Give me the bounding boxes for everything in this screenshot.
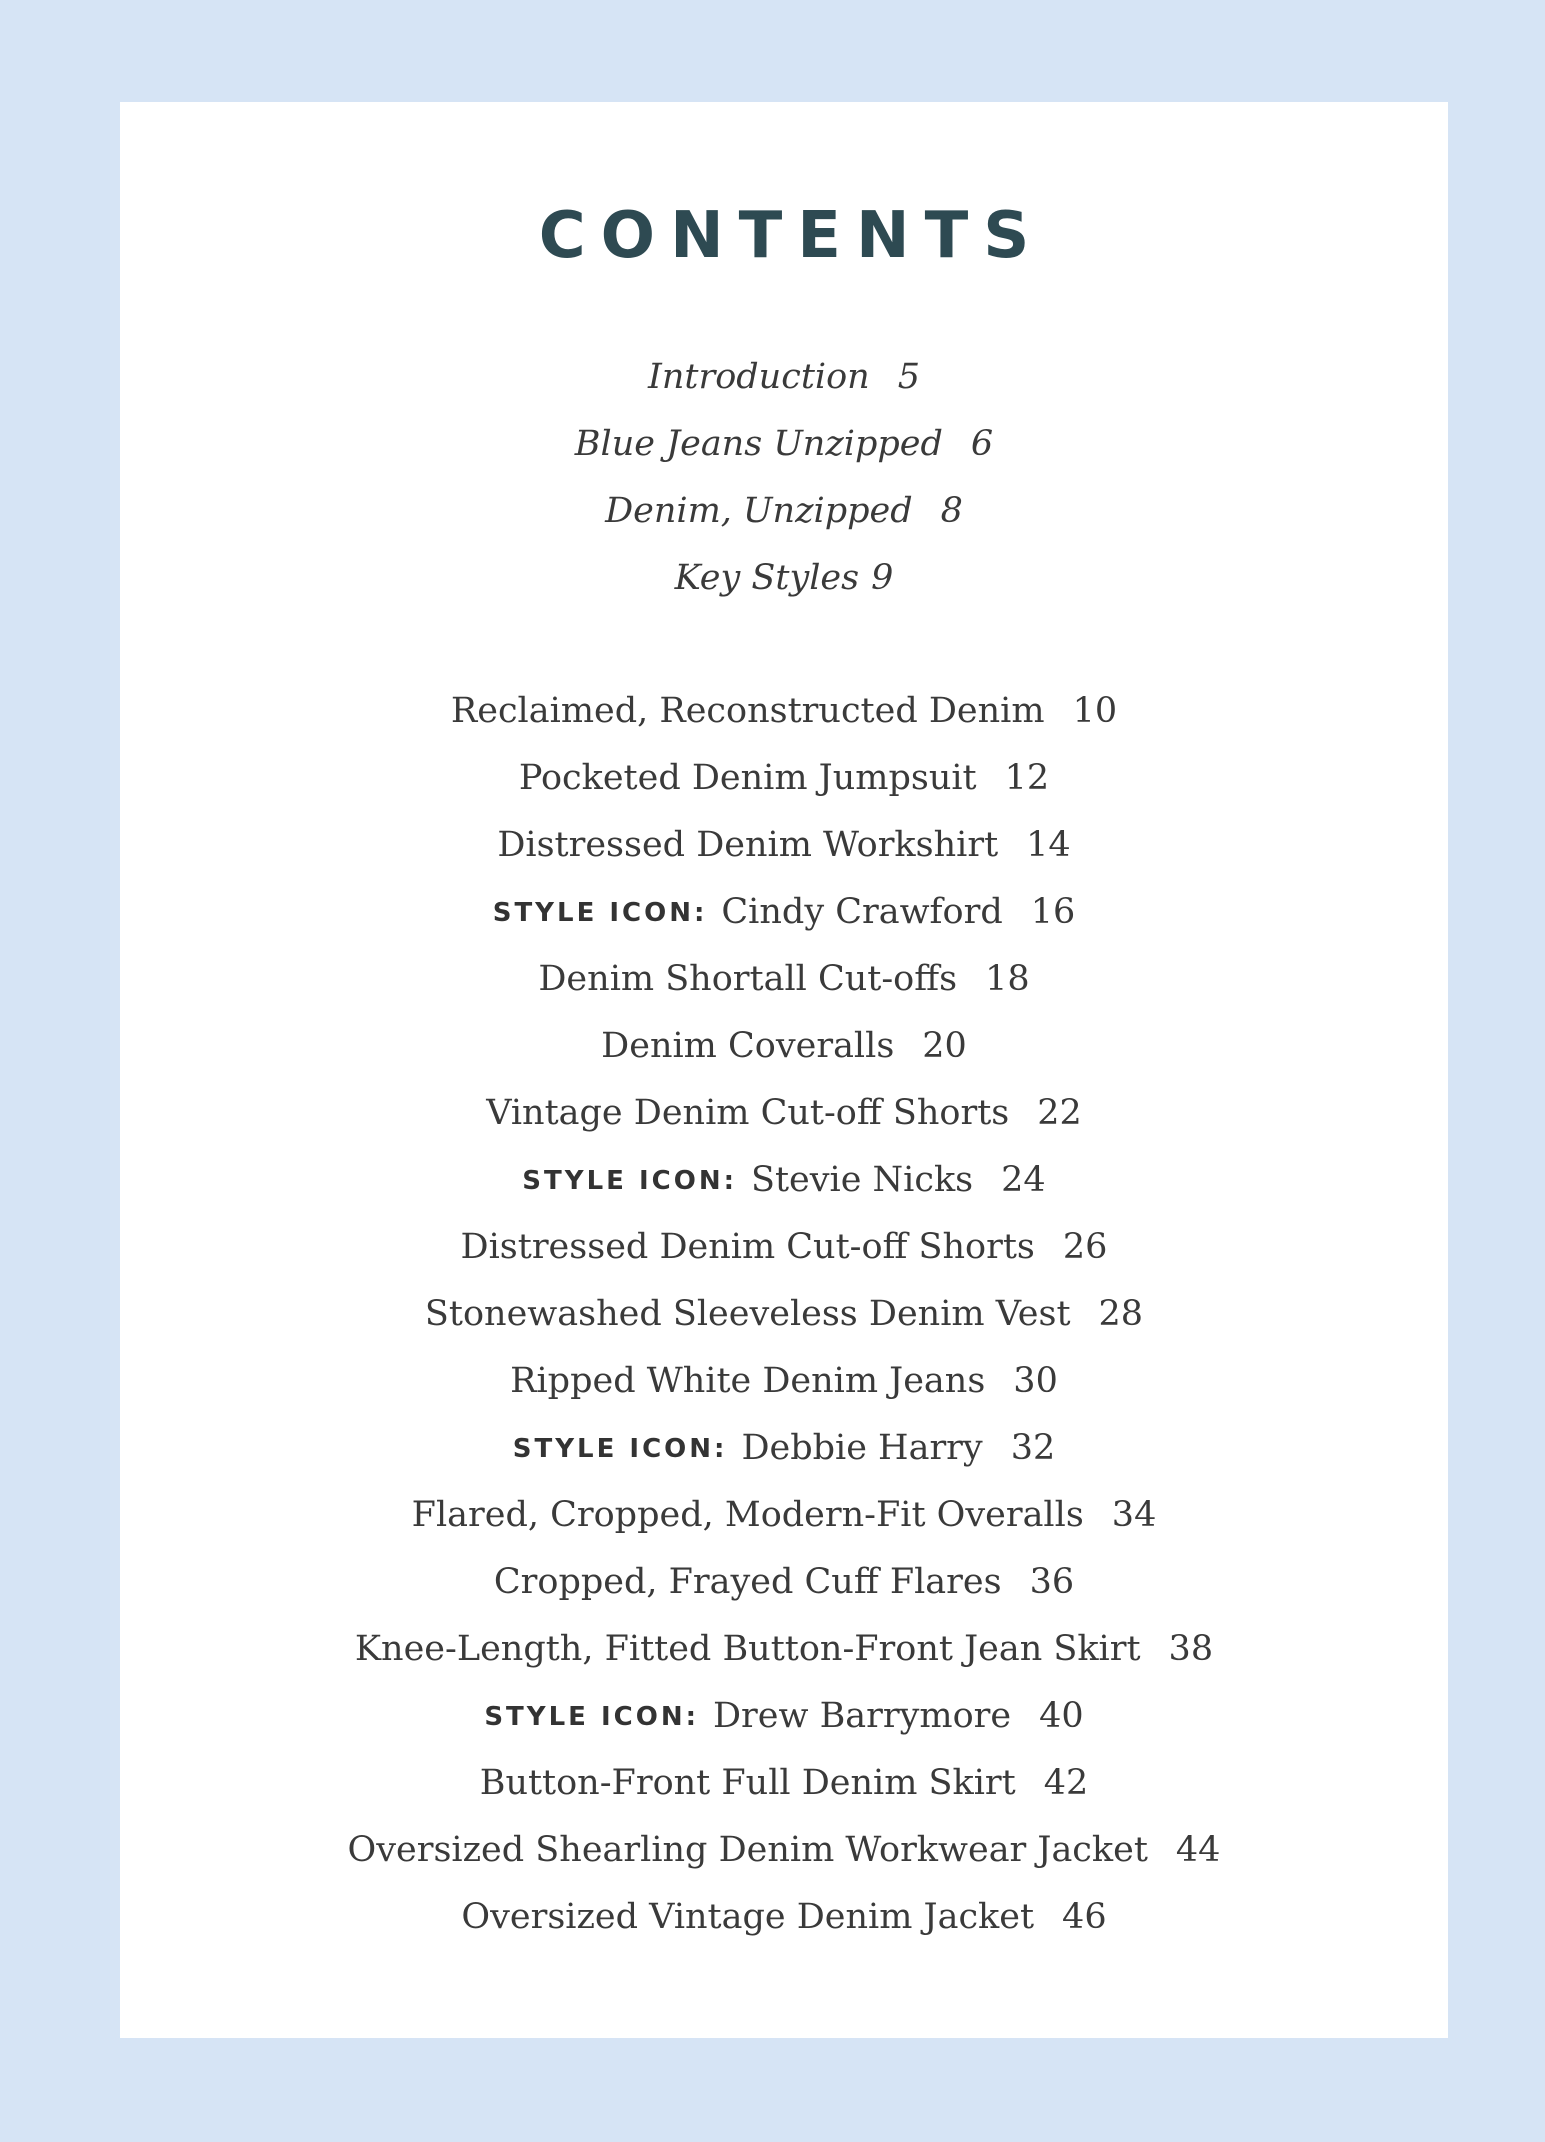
toc-entry-title: Oversized Vintage Denim Jacket — [461, 1897, 1035, 1937]
toc-entry-page: 32 — [1010, 1428, 1056, 1468]
toc-entry — [120, 1013, 1448, 1080]
toc-entry-page: 40 — [1039, 1696, 1084, 1736]
toc-entry-title: Oversized Shearling Denim Workwear Jacket — [347, 1830, 1148, 1870]
front-matter-list — [120, 344, 1448, 612]
toc-entry-title: Button-Front Full Denim Skirt — [479, 1763, 1016, 1803]
toc-entry-title: Denim Shortall Cut-offs — [538, 959, 958, 999]
toc-entry — [120, 1482, 1448, 1549]
style-icon-tag: STYLE ICON: — [512, 1434, 728, 1464]
toc-entry-page: 38 — [1168, 1629, 1214, 1669]
toc-entry — [120, 545, 1448, 612]
style-icon-tag: STYLE ICON: — [492, 898, 708, 928]
style-icon-tag: STYLE ICON: — [484, 1702, 699, 1732]
toc-entry-title: Stonewashed Sleeveless Denim Vest — [424, 1294, 1071, 1334]
toc-entry — [120, 1750, 1448, 1817]
toc-entry — [120, 478, 1448, 545]
toc-entry-title: Flared, Cropped, Modern-Fit Overalls — [411, 1495, 1084, 1535]
toc-entry-page: 36 — [1029, 1562, 1075, 1602]
toc-entry — [120, 1616, 1448, 1683]
toc-entry — [120, 1415, 1448, 1482]
toc-entry — [120, 344, 1448, 411]
style-icon-tag: STYLE ICON: — [522, 1166, 737, 1196]
toc-entry-page: 9 — [871, 558, 894, 598]
toc-entry — [120, 1281, 1448, 1348]
toc-entry-page: 24 — [1001, 1160, 1046, 1200]
toc-entry-title: Cindy Crawford — [721, 892, 1003, 932]
toc-entry-title: Cropped, Frayed Cuff Flares — [493, 1562, 1002, 1602]
toc-entry-title: Pocketed Denim Jumpsuit — [518, 758, 977, 798]
toc-entry — [120, 879, 1448, 946]
toc-entry-title: Denim Coveralls — [601, 1026, 895, 1066]
toc-entry-page: 28 — [1098, 1294, 1144, 1334]
toc-entry — [120, 411, 1448, 478]
toc-entry-title: Stevie Nicks — [750, 1160, 974, 1200]
toc-entry-page: 8 — [940, 491, 963, 531]
chapter-list — [120, 678, 1448, 1951]
toc-entry-page: 10 — [1072, 691, 1118, 731]
toc-entry-title: Introduction — [648, 357, 870, 397]
toc-entry — [120, 1348, 1448, 1415]
toc-entry-title: Blue Jeans Unzipped — [574, 424, 943, 464]
toc-entry-title: Knee-Length, Fitted Button-Front Jean Skirt — [354, 1629, 1141, 1669]
toc-entry — [120, 1549, 1448, 1616]
toc-entry-title: Distressed Denim Cut-off Shorts — [460, 1227, 1035, 1267]
toc-entry-title: Key Styles — [674, 558, 860, 598]
toc-entry-page: 20 — [922, 1026, 967, 1066]
toc-entry-page: 14 — [1026, 825, 1071, 865]
toc-entry-page: 30 — [1013, 1361, 1058, 1401]
toc-entry — [120, 1147, 1448, 1214]
toc-entry-page: 22 — [1037, 1093, 1082, 1133]
toc-entry — [120, 1884, 1448, 1951]
toc-entry-page: 12 — [1004, 758, 1050, 798]
toc-entry-page: 16 — [1030, 892, 1076, 932]
toc-entry — [120, 1214, 1448, 1281]
contents-page — [120, 102, 1448, 2038]
toc-entry-title: Denim, Unzipped — [605, 491, 913, 531]
toc-entry-page: 26 — [1062, 1227, 1108, 1267]
toc-entry-page: 44 — [1175, 1830, 1221, 1870]
toc-entry-title: Reclaimed, Reconstructed Denim — [450, 691, 1045, 731]
toc-entry-page: 6 — [970, 424, 994, 464]
toc-entry-title: Drew Barrymore — [713, 1696, 1012, 1736]
toc-entry-page: 5 — [897, 357, 920, 397]
toc-entry — [120, 678, 1448, 745]
toc-entry-page: 34 — [1111, 1495, 1157, 1535]
toc-entry — [120, 1817, 1448, 1884]
toc-entry — [120, 1080, 1448, 1147]
toc-entry-title: Vintage Denim Cut-off Shorts — [486, 1093, 1010, 1133]
toc-entry-page: 42 — [1043, 1763, 1089, 1803]
page-title: CONTENTS — [538, 199, 1045, 273]
toc-entry — [120, 1683, 1448, 1750]
toc-entry — [120, 745, 1448, 812]
toc-entry-title: Debbie Harry — [741, 1428, 983, 1468]
toc-entry — [120, 946, 1448, 1013]
toc-entry-title: Ripped White Denim Jeans — [510, 1361, 986, 1401]
toc-entry — [120, 812, 1448, 879]
toc-entry-page: 46 — [1062, 1897, 1107, 1937]
toc-entry-title: Distressed Denim Workshirt — [497, 825, 999, 865]
toc-entry-page: 18 — [985, 959, 1030, 999]
